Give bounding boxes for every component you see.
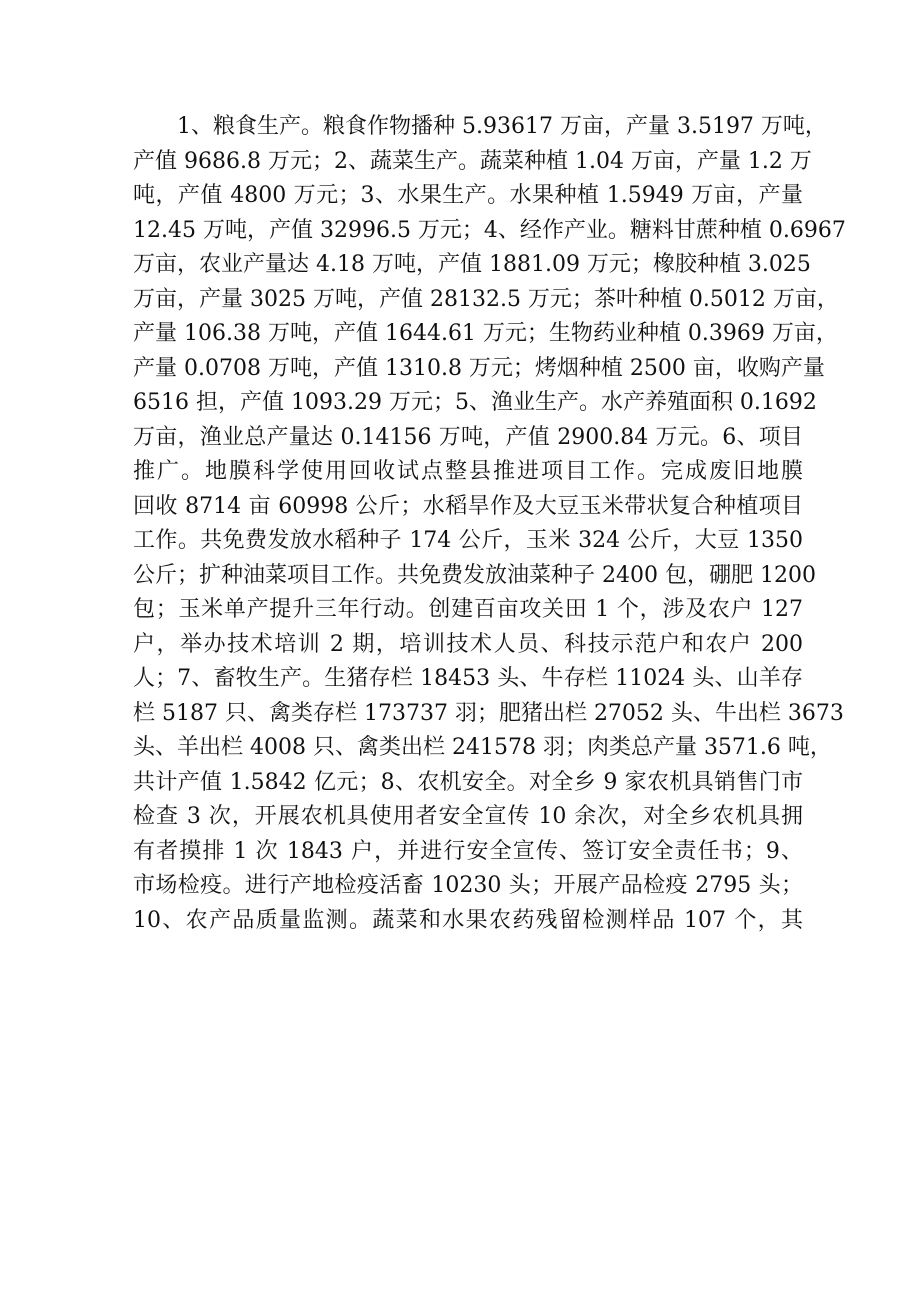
text-line: 万亩，渔业总产量达 0.14156 万吨，产值 2900.84 万元。6、项目: [133, 424, 803, 450]
text-line: 万亩，农业产量达 4.18 万吨，产值 1881.09 万元；橡胶种植 3.025: [133, 252, 811, 277]
text-line: 头、羊出栏 4008 只、禽类出栏 241578 羽；肉类总产量 3571.6 吨，: [133, 735, 832, 760]
text-line: 万亩，产量 3025 万吨，产值 28132.5 万元；茶叶种植 0.5012 万亩，: [133, 286, 839, 312]
text-line: 6516 担，产值 1093.29 万元；5、渔业生产。水产养殖面积 0.1692: [133, 390, 817, 415]
text-line: 公斤；扩种油菜项目工作。共免费发放油菜种子 2400 包，硼肥 1200: [133, 562, 816, 588]
text-line: 检查 3 次，开展农机具使用者安全宣传 10 余次，对全乡农机具拥: [133, 804, 803, 829]
text-line: 12.45 万吨，产值 32996.5 万元；4、经作产业。糖料甘蔗种植 0.6967: [133, 217, 846, 243]
text-line: 包；玉米单产提升三年行动。创建百亩攻关田 1 个，涉及农户 127: [133, 597, 803, 622]
text-line: 产值 9686.8 万元；2、蔬菜生产。蔬菜种植 1.04 万亩，产量 1.2 万: [133, 148, 812, 174]
text-line: 人；7、畜牧生产。生猪存栏 18453 头、牛存栏 11024 头、山羊存: [133, 666, 803, 691]
text-line: 吨，产值 4800 万元；3、水果生产。水果种植 1.5949 万亩，产量: [133, 183, 803, 208]
text-line: 户，举办技术培训 2 期，培训技术人员、科技示范户和农户 200: [133, 631, 803, 657]
text-line: 产量 106.38 万吨，产值 1644.61 万元；生物药业种植 0.3969 万亩，: [133, 321, 838, 346]
text-line: 1、粮食生产。粮食作物播种 5.93617 万亩，产量 3.5197 万吨，: [177, 114, 827, 139]
text-line: 10、农产品质量监测。蔬菜和水果农药残留检测样品 107 个，其: [133, 907, 803, 933]
text-line: 栏 5187 只、禽类存栏 173737 羽；肥猪出栏 27052 头、牛出栏 3673: [133, 700, 844, 726]
body-paragraph: [133, 110, 846, 938]
text-line: 共计产值 1.5842 亿元；8、农机安全。对全乡 9 家农机具销售门市: [133, 769, 803, 795]
text-line: 工作。共免费发放水稻种子 174 公斤，玉米 324 公斤，大豆 1350: [133, 528, 803, 553]
text-line: 推广。地膜科学使用回收试点整县推进项目工作。完成废旧地膜: [133, 459, 803, 484]
text-line: 产量 0.0708 万吨，产值 1310.8 万元；烤烟种植 2500 亩，收购产量: [133, 355, 825, 381]
text-line: 回收 8714 亩 60998 公斤；水稻旱作及大豆玉米带状复合种植项目: [133, 493, 803, 519]
text-line: 有者摸排 1 次 1843 户，并进行安全宣传、签订安全责任书；9、: [133, 838, 803, 864]
text-line: 市场检疫。进行产地检疫活畜 10230 头；开展产品检疫 2795 头；: [133, 873, 803, 898]
